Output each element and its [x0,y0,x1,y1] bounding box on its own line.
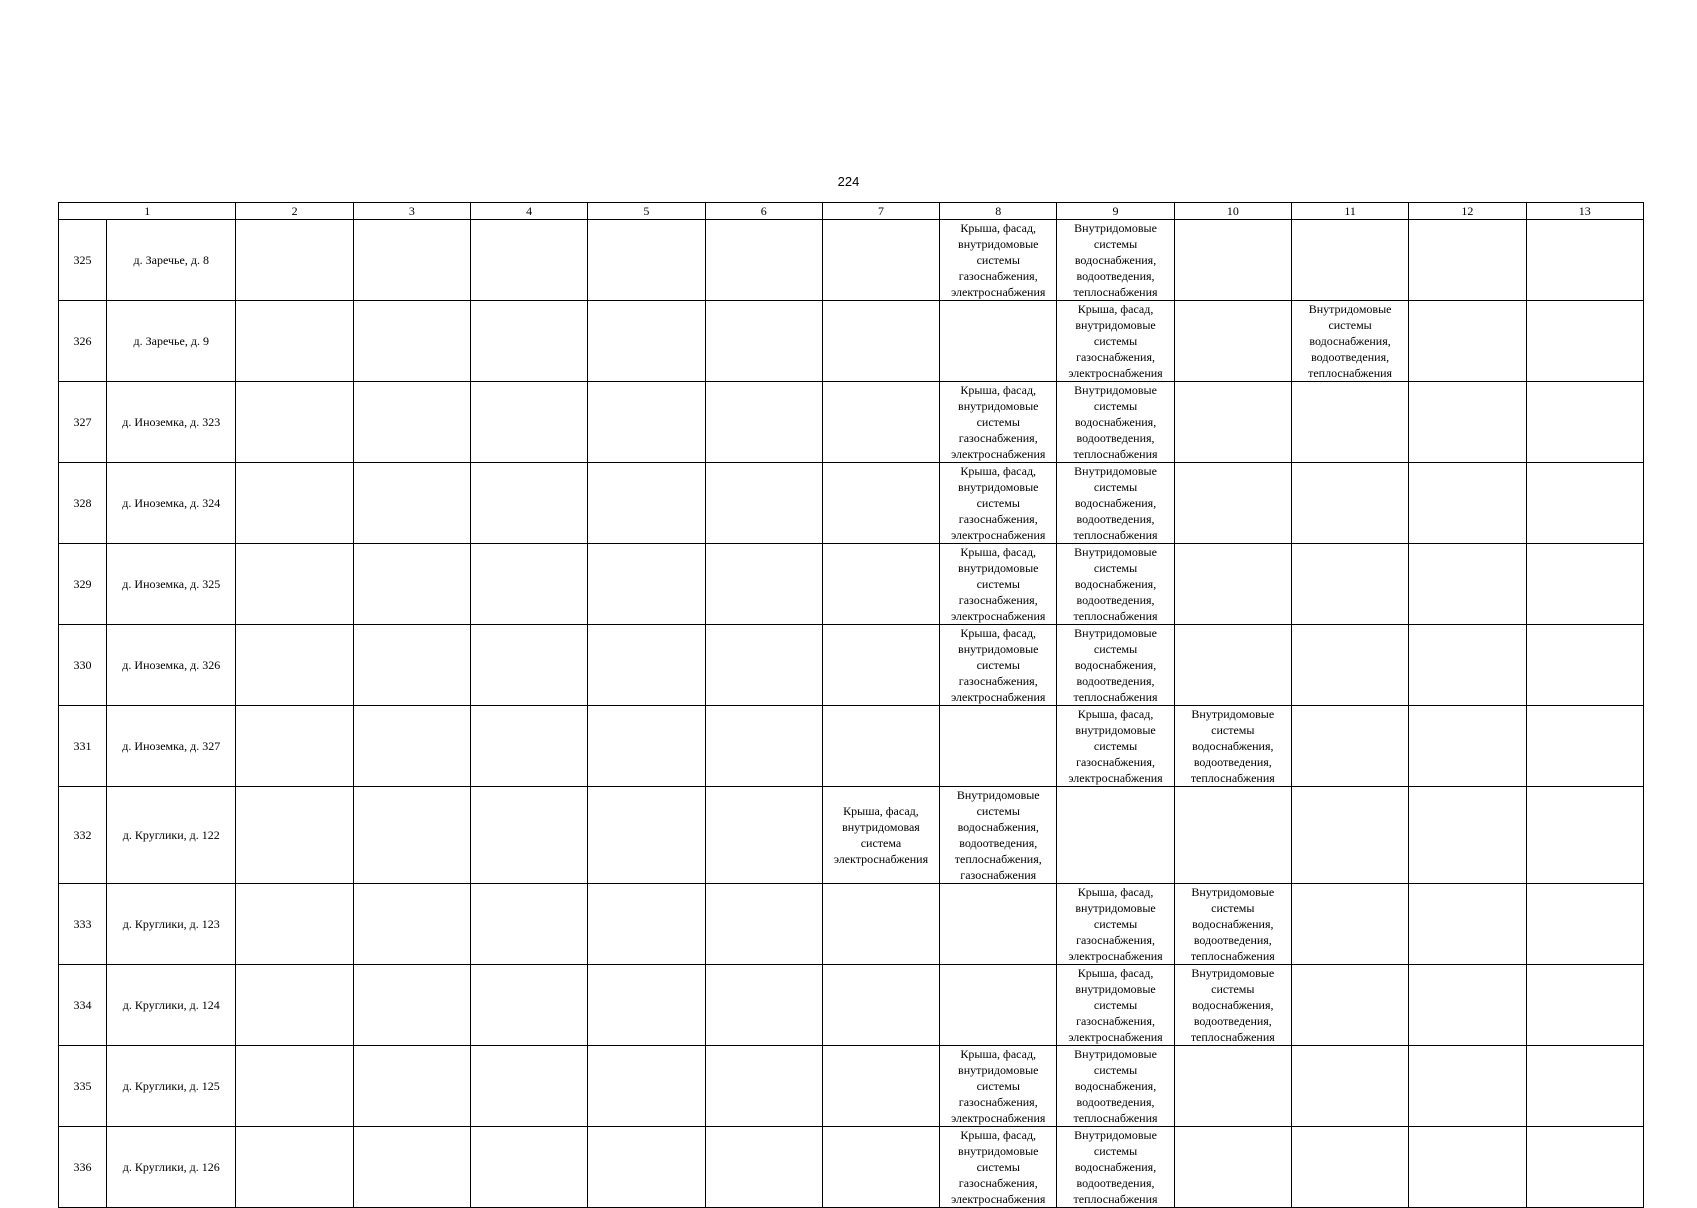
cell-col-13 [1409,220,1526,301]
table-row [59,220,1644,301]
row-address: д. Иноземка, д. 323 [107,382,236,463]
table-row [59,382,1644,463]
row-address: д. Заречье, д. 9 [107,301,236,382]
cell-col-5 [470,965,587,1046]
cell-col-8 [822,463,939,544]
row-address: д. Круглики, д. 125 [107,1046,236,1127]
cell-col-6 [588,787,705,884]
cell-col-9: Крыша, фасад, внутридомовые системы газоснабжения, электроснабжения [940,463,1057,544]
column-header-6: 6 [705,203,822,220]
row-number: 325 [59,220,107,301]
cell-col-8 [822,965,939,1046]
cell-col-13 [1409,787,1526,884]
table-row [59,884,1644,965]
cell-col-6 [588,625,705,706]
cell-col-13 [1409,706,1526,787]
cell-col-4 [353,463,470,544]
cell-col-14 [1526,1046,1643,1127]
cell-col-5 [470,544,587,625]
cell-col-9 [940,965,1057,1046]
row-number: 332 [59,787,107,884]
cell-col-7 [705,382,822,463]
cell-col-14 [1526,884,1643,965]
cell-col-9: Крыша, фасад, внутридомовые системы газоснабжения, электроснабжения [940,544,1057,625]
cell-col-9: Внутридомовые системы водоснабжения, водоотведения, теплоснабжения, газоснабжения [940,787,1057,884]
row-address: д. Круглики, д. 124 [107,965,236,1046]
cell-col-10: Внутридомовые системы водоснабжения, водоотведения, теплоснабжения [1057,220,1174,301]
cell-col-6 [588,1046,705,1127]
cell-col-7 [705,884,822,965]
column-header-8: 8 [940,203,1057,220]
cell-col-7 [705,787,822,884]
cell-col-3 [236,544,353,625]
column-header-4: 4 [470,203,587,220]
page-number: 224 [837,174,860,189]
cell-col-6 [588,463,705,544]
cell-col-13 [1409,884,1526,965]
cell-col-14 [1526,220,1643,301]
cell-col-3 [236,706,353,787]
row-number: 331 [59,706,107,787]
cell-col-8 [822,1046,939,1127]
cell-col-6 [588,544,705,625]
cell-col-14 [1526,463,1643,544]
cell-col-12 [1291,706,1408,787]
cell-col-13 [1409,965,1526,1046]
cell-col-12 [1291,382,1408,463]
column-header-13: 13 [1526,203,1643,220]
cell-col-13 [1409,544,1526,625]
cell-col-4 [353,301,470,382]
cell-col-12 [1291,544,1408,625]
column-header-11: 11 [1291,203,1408,220]
cell-col-10 [1057,787,1174,884]
cell-col-4 [353,1046,470,1127]
cell-col-5 [470,382,587,463]
cell-col-3 [236,625,353,706]
table-row [59,463,1644,544]
cell-col-10: Внутридомовые системы водоснабжения, водоотведения, теплоснабжения [1057,463,1174,544]
cell-col-11: Внутридомовые системы водоснабжения, водоотведения, теплоснабжения [1174,706,1291,787]
cell-col-12 [1291,787,1408,884]
cell-col-9: Крыша, фасад, внутридомовые системы газоснабжения, электроснабжения [940,625,1057,706]
cell-col-4 [353,965,470,1046]
column-header-5: 5 [588,203,705,220]
row-number: 329 [59,544,107,625]
table-row [59,301,1644,382]
cell-col-12 [1291,884,1408,965]
cell-col-13 [1409,1046,1526,1127]
cell-col-7 [705,301,822,382]
table-row [59,544,1644,625]
cell-col-10: Внутридомовые системы водоснабжения, водоотведения, теплоснабжения [1057,544,1174,625]
cell-col-5 [470,463,587,544]
cell-col-7 [705,463,822,544]
cell-col-3 [236,1046,353,1127]
row-address: д. Круглики, д. 126 [107,1127,236,1208]
column-header-1: 1 [59,203,236,220]
cell-col-12 [1291,1046,1408,1127]
cell-col-11 [1174,787,1291,884]
cell-col-6 [588,706,705,787]
column-header-9: 9 [1057,203,1174,220]
table-row [59,965,1644,1046]
cell-col-8 [822,220,939,301]
cell-col-4 [353,544,470,625]
cell-col-5 [470,1046,587,1127]
cell-col-12 [1291,625,1408,706]
cell-col-12 [1291,965,1408,1046]
row-address: д. Заречье, д. 8 [107,220,236,301]
cell-col-13 [1409,1127,1526,1208]
cell-col-3 [236,884,353,965]
cell-col-8 [822,884,939,965]
cell-col-5 [470,1127,587,1208]
cell-col-3 [236,382,353,463]
cell-col-6 [588,382,705,463]
row-number: 327 [59,382,107,463]
cell-col-11 [1174,1046,1291,1127]
row-number: 334 [59,965,107,1046]
row-address: д. Иноземка, д. 327 [107,706,236,787]
cell-col-9 [940,301,1057,382]
column-header-3: 3 [353,203,470,220]
cell-col-11 [1174,1127,1291,1208]
cell-col-14 [1526,1127,1643,1208]
cell-col-11 [1174,463,1291,544]
column-number-row [59,203,1644,220]
cell-col-5 [470,884,587,965]
cell-col-12 [1291,1127,1408,1208]
cell-col-3 [236,220,353,301]
cell-col-10: Крыша, фасад, внутридомовые системы газоснабжения, электроснабжения [1057,884,1174,965]
column-header-7: 7 [822,203,939,220]
cell-col-6 [588,1127,705,1208]
cell-col-13 [1409,463,1526,544]
cell-col-5 [470,787,587,884]
cell-col-6 [588,884,705,965]
cell-col-8 [822,382,939,463]
cell-col-8: Крыша, фасад, внутридомовая система электроснабжения [822,787,939,884]
column-header-2: 2 [236,203,353,220]
cell-col-9: Крыша, фасад, внутридомовые системы газоснабжения, электроснабжения [940,382,1057,463]
cell-col-7 [705,965,822,1046]
cell-col-4 [353,1127,470,1208]
cell-col-4 [353,382,470,463]
cell-col-8 [822,301,939,382]
cell-col-14 [1526,301,1643,382]
cell-col-12 [1291,463,1408,544]
cell-col-6 [588,965,705,1046]
table-row [59,1046,1644,1127]
cell-col-4 [353,706,470,787]
repair-plan-table [58,202,1644,1208]
cell-col-10: Внутридомовые системы водоснабжения, водоотведения, теплоснабжения [1057,625,1174,706]
cell-col-8 [822,625,939,706]
row-address: д. Иноземка, д. 325 [107,544,236,625]
cell-col-4 [353,220,470,301]
table-row [59,787,1644,884]
cell-col-5 [470,706,587,787]
cell-col-7 [705,1046,822,1127]
row-number: 335 [59,1046,107,1127]
cell-col-11 [1174,382,1291,463]
table-row [59,1127,1644,1208]
cell-col-4 [353,625,470,706]
cell-col-14 [1526,382,1643,463]
cell-col-5 [470,625,587,706]
row-number: 328 [59,463,107,544]
cell-col-7 [705,544,822,625]
cell-col-7 [705,1127,822,1208]
cell-col-9: Крыша, фасад, внутридомовые системы газоснабжения, электроснабжения [940,220,1057,301]
cell-col-10: Крыша, фасад, внутридомовые системы газоснабжения, электроснабжения [1057,706,1174,787]
cell-col-3 [236,787,353,884]
cell-col-8 [822,544,939,625]
cell-col-11 [1174,544,1291,625]
cell-col-9: Крыша, фасад, внутридомовые системы газоснабжения, электроснабжения [940,1127,1057,1208]
cell-col-13 [1409,382,1526,463]
row-address: д. Иноземка, д. 324 [107,463,236,544]
cell-col-12: Внутридомовые системы водоснабжения, водоотведения, теплоснабжения [1291,301,1408,382]
cell-col-14 [1526,625,1643,706]
cell-col-7 [705,625,822,706]
cell-col-13 [1409,301,1526,382]
row-number: 336 [59,1127,107,1208]
cell-col-3 [236,301,353,382]
column-header-12: 12 [1409,203,1526,220]
cell-col-6 [588,220,705,301]
cell-col-14 [1526,706,1643,787]
cell-col-10: Внутридомовые системы водоснабжения, водоотведения, теплоснабжения [1057,382,1174,463]
cell-col-5 [470,220,587,301]
cell-col-4 [353,787,470,884]
cell-col-14 [1526,965,1643,1046]
cell-col-12 [1291,220,1408,301]
row-address: д. Иноземка, д. 326 [107,625,236,706]
row-number: 326 [59,301,107,382]
cell-col-8 [822,706,939,787]
cell-col-13 [1409,625,1526,706]
cell-col-7 [705,220,822,301]
cell-col-10: Внутридомовые системы водоснабжения, водоотведения, теплоснабжения [1057,1046,1174,1127]
table-row [59,706,1644,787]
cell-col-7 [705,706,822,787]
row-number: 330 [59,625,107,706]
column-header-10: 10 [1174,203,1291,220]
row-number: 333 [59,884,107,965]
cell-col-11: Внутридомовые системы водоснабжения, водоотведения, теплоснабжения [1174,884,1291,965]
cell-col-9 [940,706,1057,787]
cell-col-11 [1174,625,1291,706]
cell-col-6 [588,301,705,382]
cell-col-3 [236,463,353,544]
table-row [59,625,1644,706]
cell-col-3 [236,965,353,1046]
cell-col-10: Крыша, фасад, внутридомовые системы газоснабжения, электроснабжения [1057,965,1174,1046]
cell-col-11 [1174,220,1291,301]
cell-col-14 [1526,544,1643,625]
cell-col-14 [1526,787,1643,884]
cell-col-9 [940,884,1057,965]
cell-col-3 [236,1127,353,1208]
cell-col-11: Внутридомовые системы водоснабжения, водоотведения, теплоснабжения [1174,965,1291,1046]
cell-col-4 [353,884,470,965]
row-address: д. Круглики, д. 122 [107,787,236,884]
cell-col-8 [822,1127,939,1208]
cell-col-10: Крыша, фасад, внутридомовые системы газоснабжения, электроснабжения [1057,301,1174,382]
cell-col-5 [470,301,587,382]
cell-col-11 [1174,301,1291,382]
cell-col-9: Крыша, фасад, внутридомовые системы газоснабжения, электроснабжения [940,1046,1057,1127]
row-address: д. Круглики, д. 123 [107,884,236,965]
cell-col-10: Внутридомовые системы водоснабжения, водоотведения, теплоснабжения [1057,1127,1174,1208]
